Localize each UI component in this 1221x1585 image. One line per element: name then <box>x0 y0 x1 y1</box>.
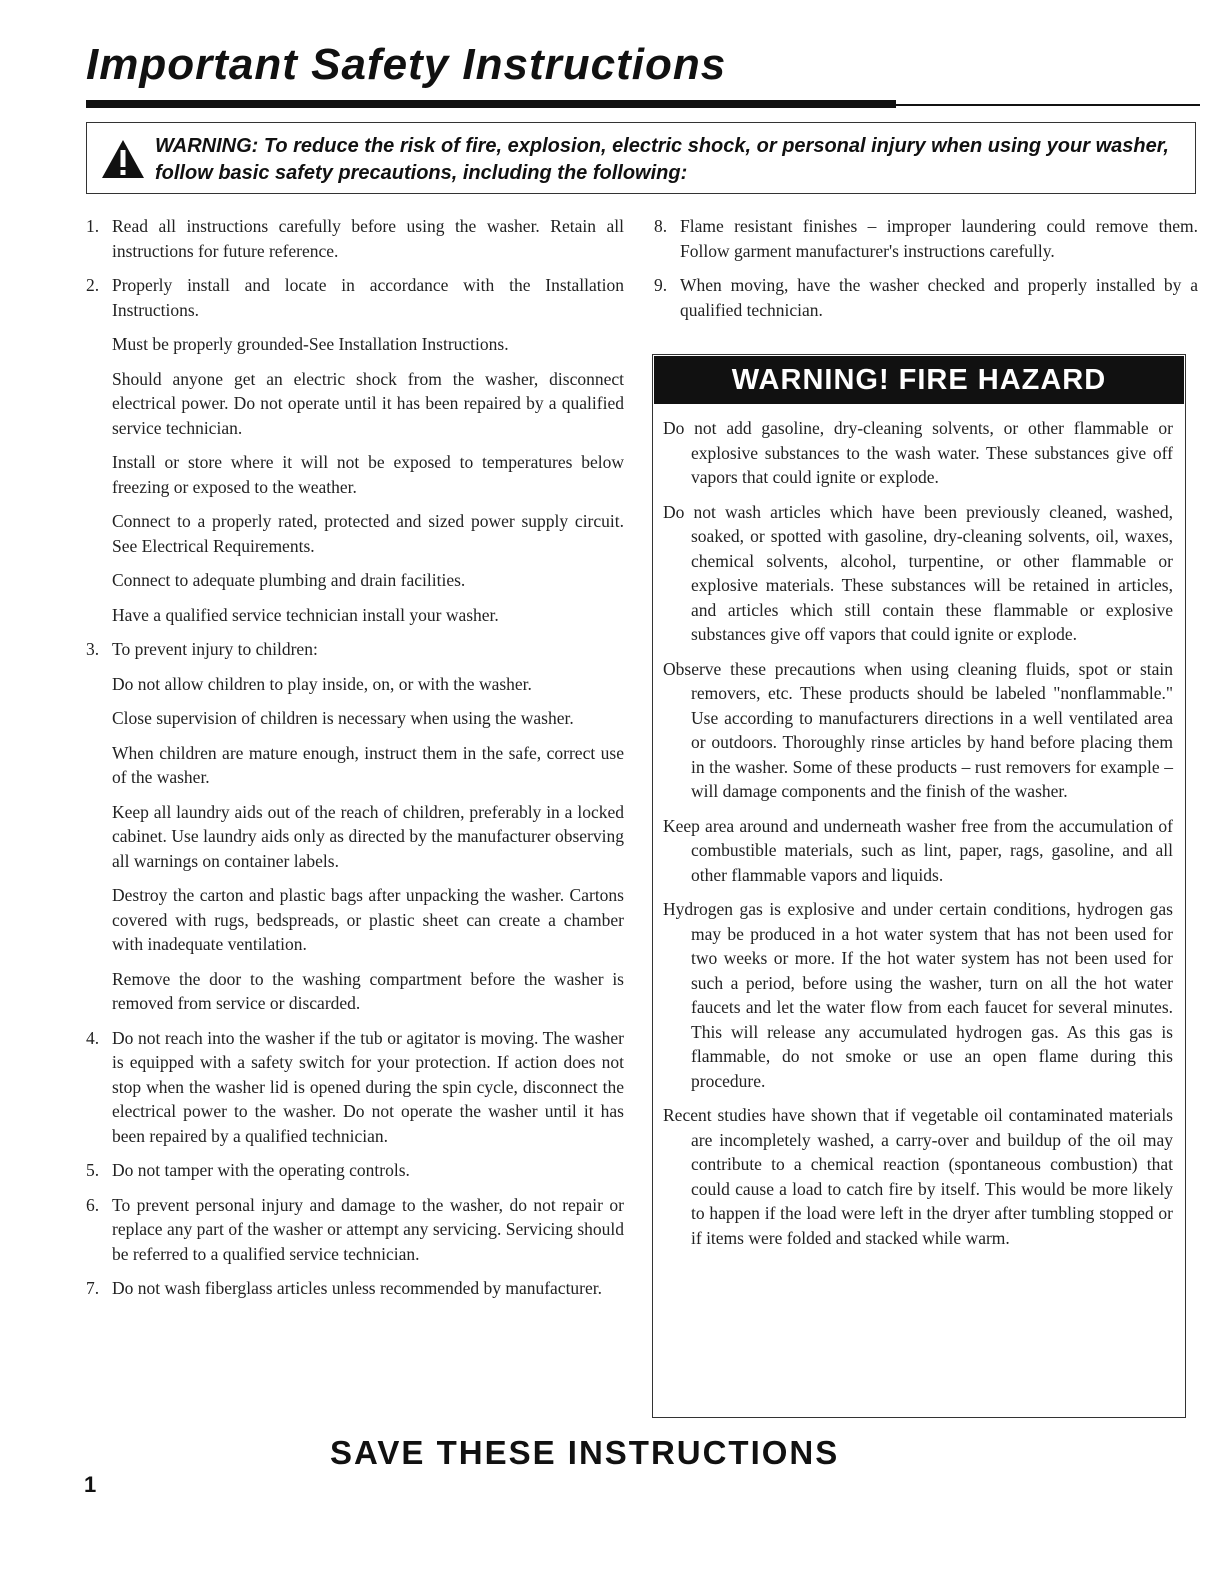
warning-box <box>86 122 1196 194</box>
instruction-text: To prevent personal injury and damage to the washer, do not repair or replace any part of the washer or attempt any servicing. Servicing should be referred to a qualified service technician. <box>112 1194 624 1264</box>
instruction-text: Flame resistant finishes – improper laundering could remove them. Follow garment manufacturer's instructions carefully. <box>680 216 1198 261</box>
instruction-text: Connect to adequate plumbing and drain facilities. <box>112 570 466 590</box>
title-rule-thin <box>86 104 1200 106</box>
instruction-text: Remove the door to the washing compartment before the washer is removed from service or discarded. <box>112 968 624 1013</box>
instruction-text: Do not tamper with the operating controls. <box>112 1160 410 1180</box>
instruction-text: Install or store where it will not be exposed to temperatures below freezing or exposed to the weather. <box>112 452 624 497</box>
instruction-number: 7. <box>86 1278 100 1298</box>
fire-hazard-title: WARNING! FIRE HAZARD <box>654 356 1184 404</box>
instruction-number: 6. <box>86 1194 100 1215</box>
instruction-number: 4. <box>86 1027 100 1048</box>
instruction-item-9 <box>654 273 1198 322</box>
instruction-text: Read all instructions carefully before using the washer. Retain all instructions for future reference. <box>112 216 624 261</box>
instruction-text: Keep all laundry aids out of the reach of children, preferably in a locked cabinet. Use laundry aids only as directed by the manufacturer observing all warnings on container labels. <box>112 801 624 871</box>
instruction-item-7 <box>86 1276 624 1301</box>
warning-label: WARNING: <box>155 135 259 157</box>
instruction-number: 1. <box>86 216 100 236</box>
fire-hazard-paragraph: Hydrogen gas is explosive and under certain conditions, hydrogen gas may be produced in a hot water system that has not been used for two weeks or more. If the hot water system has not been used for such a period, before using the washer, turn on all the hot water faucets and let the water flow from each faucet for several minutes. This will release any accumulated hydrogen gas. As this gas is flammable, do not smoke or use an open flame during this procedure. <box>663 899 1173 1091</box>
instruction-text: Do not reach into the washer if the tub or agitator is moving. The washer is equipped with a safety switch for your protection. If action does not stop when the washer lid is opened during the spin cycle, disconnect the electrical power to the washer. Do not operate the washer until it has been repaired by a qualified technician. <box>112 1027 624 1146</box>
instruction-number: 8. <box>654 216 668 236</box>
fire-hazard-paragraph: Recent studies have shown that if vegetable oil contaminated materials are incompletely washed, a carry-over and buildup of the oil may contribute to a chemical reaction (spontaneous combustion) that could cause a load to catch fire by itself. This would be more likely to happen if the load were left in the dryer after tumbling stopped or if items were folded and stacked while warm. <box>663 1105 1173 1248</box>
instruction-item-5 <box>86 1158 624 1183</box>
instruction-text: Connect to a properly rated, protected and sized power supply circuit. See Electrical Requirements. <box>112 511 624 556</box>
instruction-number: 3. <box>86 639 100 659</box>
instruction-text: Have a qualified service technician install your washer. <box>112 604 499 625</box>
instruction-item-4 <box>86 1026 624 1149</box>
instructions-right-column <box>654 214 1198 332</box>
instruction-text: Do not wash fiberglass articles unless recommended by manufacturer. <box>112 1278 603 1298</box>
fire-hazard-paragraph: Do not wash articles which have been previously cleaned, washed, soaked, or spotted with gasoline, dry-cleaning solvents, oil, waxes, chemical solvents, alcohol, turpentine, or other flammable or explosive materials. These substances will be retained in articles, and articles which still contain these flammable or explosive substances give off vapors that could ignite or explode. <box>663 501 1173 644</box>
instructions-left-column <box>86 214 624 1311</box>
fire-hazard-paragraph: Do not add gasoline, dry-cleaning solvents, or other flammable or explosive substances to the wash water. These substances give off vapors that could ignite or explode. <box>663 418 1173 487</box>
instruction-text: Should anyone get an electric shock from the washer, disconnect electrical power. Do not operate until it has been repaired by a qualified service technician. <box>112 368 624 438</box>
instruction-item-1 <box>86 214 624 263</box>
instruction-text: Destroy the carton and plastic bags after unpacking the washer. Cartons covered with rugs, bedspreads, or plastic sheet can create a chamber with inadequate ventilation. <box>112 885 624 954</box>
page-title: Important Safety Instructions <box>86 40 727 89</box>
instruction-item-6 <box>86 1193 624 1267</box>
instruction-number: 9. <box>654 275 668 295</box>
instruction-text: When children are mature enough, instruct them in the safe, correct use of the washer. <box>112 742 624 787</box>
instruction-number: 2. <box>86 275 100 295</box>
fire-hazard-paragraph: Keep area around and underneath washer free from the accumulation of combustible materials, such as lint, paper, rags, gasoline, and all other flammable vapors and liquids. <box>663 815 1173 885</box>
warning-message: To reduce the risk of fire, explosion, electric shock, or personal injury when using your washer, follow basic safety precautions, including the following: <box>155 135 1169 184</box>
instruction-text: Properly install and locate in accordance with the Installation Instructions. <box>112 275 624 320</box>
instruction-item-2 <box>86 273 624 627</box>
instruction-text: Do not allow children to play inside, on, or with the washer. <box>112 673 532 694</box>
fire-hazard-box <box>652 354 1186 1418</box>
save-instructions-heading: SAVE THESE INSTRUCTIONS <box>330 1434 840 1471</box>
fire-hazard-paragraph: Observe these precautions when using cleaning fluids, spot or stain removers, etc. These products should be labeled "nonflammable." Use according to manufacturers directions in a well ventilated area or outdoors. Thoroughly rinse articles by hand before placing them in the washer. Some of these products – rust removers for example – will damage components and the finish of the washer. <box>663 658 1173 801</box>
warning-text <box>155 133 1183 187</box>
instruction-item-8 <box>654 214 1198 263</box>
page-number: 1 <box>84 1472 97 1497</box>
instruction-text: When moving, have the washer checked and properly installed by a qualified technician. <box>680 275 1198 320</box>
fire-hazard-body <box>653 404 1185 1250</box>
instruction-item-3 <box>86 637 624 1016</box>
warning-triangle-icon <box>101 139 145 179</box>
instruction-text: Must be properly grounded-See Installation Instructions. <box>112 334 509 354</box>
instruction-text: Close supervision of children is necessary when using the washer. <box>112 708 574 728</box>
instruction-number: 5. <box>86 1160 100 1180</box>
instruction-text: To prevent injury to children: <box>112 639 318 659</box>
